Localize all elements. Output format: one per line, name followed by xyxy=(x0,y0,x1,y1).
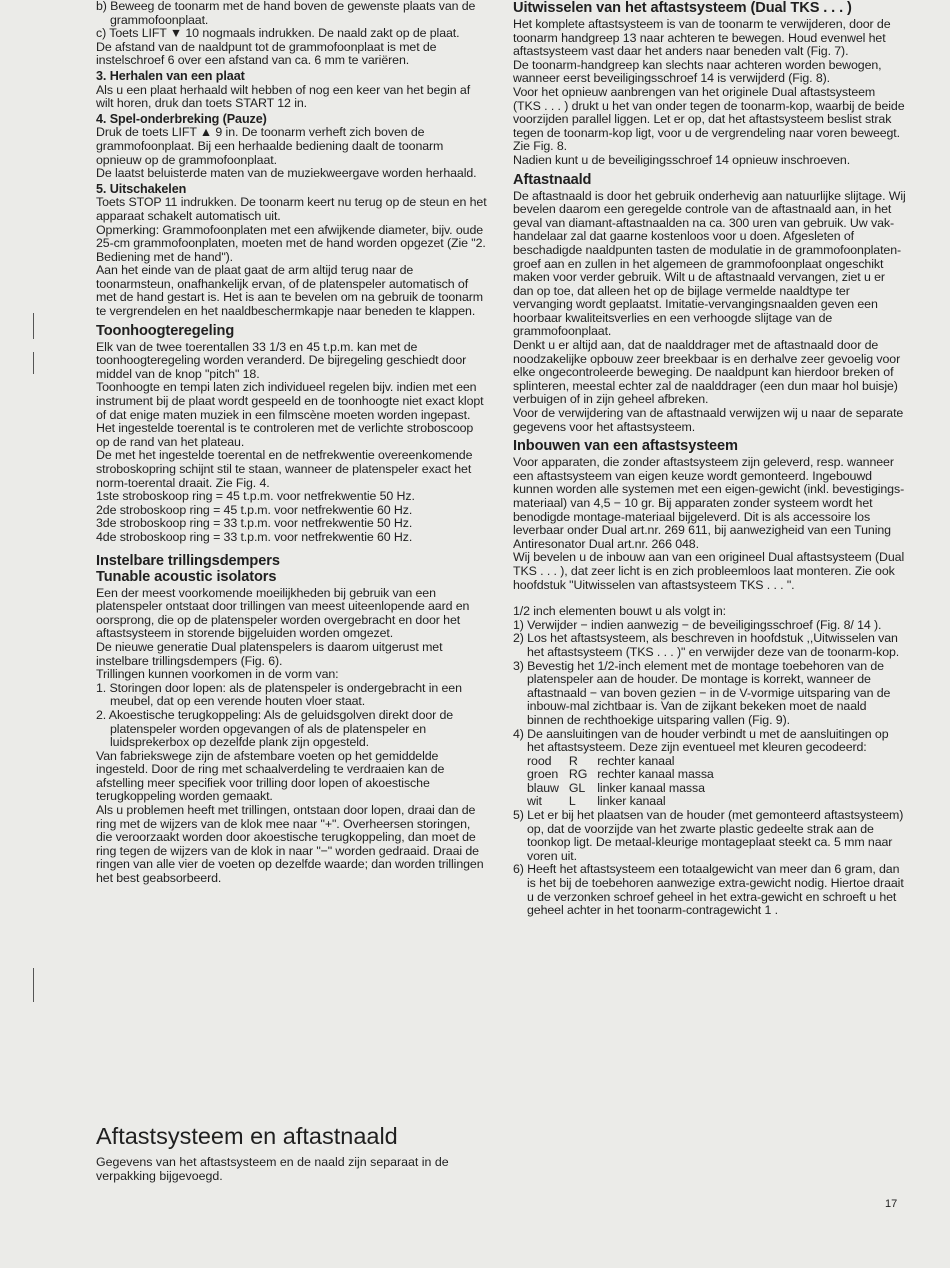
paragraph: c) Toets LIFT ▼ 10 nogmaals indrukken. De naald zakt op de plaat. xyxy=(96,26,460,41)
paragraph: Opmerking: Grammofoonplaten met een afwijkende diameter, bijv. oude 25-cm grammofoonplaten, moeten met de hand worden opgezet (Zie "2. Bediening met de hand"). xyxy=(96,222,486,264)
paragraph: Voor apparaten, die zonder aftastsysteem zijn geleverd, resp. wanneer een aftastsysteem van eigen keuze wordt gemonteerd. Ingebouwd kunnen worden alle systemen met een eigen-gewicht (inkl. bevestigings-materiaal) van 4,5 − 10 gr. Bij apparaten zonder systeem wordt het benodigde montage-materiaal bijgeleverd. Dit is als accessoire los leverbaar onder Dual art.nr. 269 611, bij aanwezigheid van een Tuning Antiresonator Dual art.nr. 266 048. xyxy=(513,455,905,551)
color-name: blauw xyxy=(527,780,559,795)
paragraph: Trillingen kunnen voorkomen in de vorm van: xyxy=(96,667,339,682)
paragraph: Voor het opnieuw aanbrengen van het originele Dual aftastsysteem (TKS . . . ) drukt u het van onder tegen de toonarm-kop, waarbij de beide voorzijden parallel liggen. Let er op, dat het aftastsysteem beslist strak tegen de toonarm-kop ligt, voor u de vergrendeling naar voren beweegt. Zie Fig. 8. xyxy=(513,84,905,154)
color-name: rood xyxy=(527,753,552,768)
list-item: 1. Storingen door lopen: als de platenspeler is ondergebracht in een meubel, dat op een verende houten vloer staat. xyxy=(96,680,462,709)
color-code-row xyxy=(527,795,724,809)
list-item: 2. Akoestische terugkoppeling: Als de geluidsgolven direkt door de platenspeler worden opgevangen of als de platenspeler en luidsprekerbox op dezelfde plank zijn opgesteld. xyxy=(96,707,454,750)
paragraph: Elk van de twee toerentallen 33 1/3 en 45 t.p.m. kan met de toonhoogteregeling worden veranderd. De bijregeling geschiedt door middel van de knop "pitch" 18. xyxy=(96,339,467,381)
color-code: L xyxy=(568,794,576,809)
paragraph: Toets STOP 11 indrukken. De toonarm keert nu terug op de steun en het apparaat schakelt automatisch uit. xyxy=(96,195,487,223)
section-heading: Toonhoogteregeling xyxy=(96,322,235,339)
color-desc: linker kanaal xyxy=(597,794,666,809)
margin-change-bar xyxy=(33,968,34,1002)
list-item: 1) Verwijder − indien aanwezig − de beveiligingsschroef (Fig. 8/ 14 ). xyxy=(513,617,882,632)
paragraph: Denkt u er altijd aan, dat de naalddrager met de aftastnaald door de noodzakelijke opbouw zeer breekbaar is en derhalve zeer gevoelig voor elke ongecontroleerde beweging. De naaldpunt kan hierdoor breken of splinteren, meestal echter zal de naalddrager (een dun maar hol buisje) verbuigen of in zijn geheel afbreken. xyxy=(513,338,901,407)
paragraph: De toonarm-handgreep kan slechts naar achteren worden bewogen, wanneer eerst beveiligingsschroef 14 is verwijderd (Fig. 8). xyxy=(513,57,882,86)
section-heading: Aftastnaald xyxy=(513,171,592,188)
paragraph: De afstand van de naaldpunt tot de grammofoonplaat is met de instelschroef 6 over een afstand van ca. 6 mm te variëren. xyxy=(96,39,437,68)
paragraph: De met het ingestelde toerental en de netfrekwentie overeenkomende stroboskopring schijnt stil te staan, wanneer de platenspeler exact het norm-toerental draait. Zie Fig. 4. xyxy=(96,448,473,490)
color-code: GL xyxy=(568,780,586,795)
paragraph: Druk de toets LIFT ▲ 9 in. De toonarm verheft zich boven de grammofoonplaat. Bij een herhaalde bediening daalt de toonarm opnieuw op de grammofoonplaat. xyxy=(96,125,444,167)
list-item: 6) Heeft het aftastsysteem een totaalgewicht van meer dan 6 gram, dan is het bij de toebehoren aanwezige extra-gewicht nodig. Hiertoe draait u de verzonken schroef geheel in het extra-gewicht en schroeft u het geheel achter in het toonarm-contragewicht 1 . xyxy=(513,862,904,918)
section-heading: 4. Spel-onderbreking (Pauze) xyxy=(96,111,267,126)
paragraph: De aftastnaald is door het gebruik onderhevig aan natuurlijke slijtage. Wij bevelen daarom een geregelde controle van de aftastnaald aan, in het geval van diamant-aftastnaalden na ca. 300 uren van gebruik. Uw vak-handelaar zal dat gaarne kostenloos voor u doen. Afgesleten of beschadigde naaldpunten tasten de modulatie in de grammofoonplaten-groef aan en zullen in het algemeen de grammofoonplaat ongeschikt maken voor verder gebruik. Wilt u de aftastnaald vervangen, ziet u er dan op toe, dat alleen het op de bijlage vermelde naaldtype ter vervanging wordt geplaatst. Imitatie-vervangingsnaalden geven een hoorbaar kwaliteitsverlies en een verhoogde slijtage van de grammofoonplaat. xyxy=(513,188,906,339)
list-item: 4) De aansluitingen van de houder verbindt u met de aansluitingen op het aftastsysteem. Deze zijn eventueel met kleuren gecodeerd: xyxy=(513,726,889,755)
paragraph: De nieuwe generatie Dual platenspelers is daarom uitgerust met instelbare trillingsdempers (Fig. 6). xyxy=(96,639,443,668)
section-heading: Inbouwen van een aftastsysteem xyxy=(513,438,738,455)
left-column xyxy=(96,0,488,886)
strobo-line: 4de stroboskoop ring = 33 t.p.m. voor netfrekwentie 60 Hz. xyxy=(96,529,413,544)
paragraph: Het ingestelde toerental is te controleren met de verlichte stroboscoop op de rand van het plateau. xyxy=(96,421,474,449)
section-subheading: Tunable acoustic isolators xyxy=(96,568,277,585)
paragraph: Het komplete aftastsysteem is van de toonarm te verwijderen, door de toonarm handgreep 13 naar achteren te bewegen. Houd evenwel het aftastsysteem vast daar het anders naar beneden valt (Fig. 7). xyxy=(513,17,891,59)
paragraph: Wij bevelen u de inbouw aan van een origineel Dual aftastsysteem (Dual TKS . . . ), dat zeer licht is en zich probleemloos laat monteren. Zie ook hoofdstuk "Uitwisselen van aftastsysteem TKS . . . ". xyxy=(513,550,905,592)
right-column xyxy=(513,0,906,918)
section-heading: 3. Herhalen van een plaat xyxy=(96,68,245,83)
color-code-row xyxy=(527,768,724,782)
section-heading: Uitwisselen van het aftastsysteem (Dual TKS . . . ) xyxy=(513,0,852,16)
color-name: groen xyxy=(527,767,559,782)
list-item: 5) Let er bij het plaatsen van de houder (met gemonteerd aftastsysteem) op, dat de voorzijde van het zwarte plastic gedeelte strak aan de toonkop ligt. De metaal-kleurige montageplaat steekt ca. 5 mm naar voren uit. xyxy=(513,808,904,863)
chapter-heading: Aftastsysteem en aftastnaald xyxy=(96,1123,398,1149)
paragraph: Nadien kunt u de beveiligingsschroef 14 opnieuw inschroeven. xyxy=(513,152,851,167)
section-heading: 5. Uitschakelen xyxy=(96,181,187,196)
paragraph: Een der meest voorkomende moeilijkheden bij gebruik van een platenspeler ontstaat door trillingen van meest uiteenlopende aard en oorsprong, die op de platenspeler worden overgebracht en door het aftastsysteem in storende bijgeluiden worden omgezet. xyxy=(96,585,470,641)
paragraph: Toonhoogte en tempi laten zich individueel regelen bijv. indien met een instrument bij de plaat wordt gespeeld en de toonhoogte niet exact klopt of dat enige maten muziek in een filmscène moeten worden ingepast. xyxy=(96,380,484,422)
margin-change-bar xyxy=(33,313,34,339)
strobo-line: 1ste stroboskoop ring = 45 t.p.m. voor netfrekwentie 50 Hz. xyxy=(96,489,415,504)
paragraph: De laatst beluisterde maten van de muziekweergave worden herhaald. xyxy=(96,166,477,181)
color-code-row xyxy=(527,782,724,796)
color-desc: rechter kanaal massa xyxy=(597,767,714,782)
page-number: 17 xyxy=(885,1198,898,1210)
paragraph: 1/2 inch elementen bouwt u als volgt in: xyxy=(513,604,726,619)
paragraph: Gegevens van het aftastsysteem en de naald zijn separaat in de verpakking bijgevoegd. xyxy=(96,1155,449,1183)
color-desc: linker kanaal massa xyxy=(597,780,705,795)
margin-change-bar xyxy=(33,352,34,374)
color-code-table xyxy=(527,755,724,809)
strobo-line: 2de stroboskoop ring = 45 t.p.m. voor netfrekwentie 60 Hz. xyxy=(96,502,413,517)
paragraph: Aan het einde van de plaat gaat de arm altijd terug naar de toonarmsteun, onafhankelijk ervan, of de platenspeler automatisch of met de hand gestart is. Het is aan te bevelen om na gebruik de toonarm te vergrendelen en het naaldbeschermkapje naar beneden te klappen. xyxy=(96,263,483,319)
paragraph: Als u problemen heeft met trillingen, ontstaan door lopen, draai dan de ring met de wijzers van de klok mee naar "+". Overheersen storingen, die veroorzaakt worden door akoestische terugkoppeling, dan moet de ring tegen de wijzers van de klok in naar "−" worden gedraaid. Draai de ringen van alle vier de voeten op dezelfde waarde; dan worden trillingen het best geabsorbeerd. xyxy=(96,803,484,886)
section-heading: Instelbare trillingsdempers xyxy=(96,552,280,569)
color-code: RG xyxy=(568,767,588,782)
color-desc: rechter kanaal xyxy=(597,753,675,768)
paragraph: Als u een plaat herhaald wilt hebben of nog een keer van het begin af wilt horen, druk dan toets START 12 in. xyxy=(96,82,471,111)
color-code-row xyxy=(527,755,724,769)
list-item: 2) Los het aftastsysteem, als beschreven in hoofdstuk ,,Uitwisselen van het aftastsysteem (TKS . . . )" en verwijder deze van de toonarm-kop. xyxy=(513,631,900,659)
color-code: R xyxy=(568,753,578,768)
paragraph: Voor de verwijdering van de aftastnaald verwijzen wij u naar de separate gegevens voor het aftastsysteem. xyxy=(513,406,904,434)
paragraph: Van fabriekswege zijn de afstembare voeten op het gemiddelde ingesteld. Door de ring met schaalverdeling te verdraaien kan de afstelling meer specifiek voor trilling door lopen of akoestische terugkoppeling worden gemaakt. xyxy=(96,748,445,804)
list-item: 3) Bevestig het 1/2-inch element met de montage toebehoren van de platenspeler aan de houder. De montage is korrekt, wanneer de aftastnaald − van boven gezien − in de V-vormige uitsparing van de inbouw-mal zichtbaar is. Van de zijkant bekeken moet de naald binnen de rechthoekige uitsparing vallen (Fig. 9). xyxy=(513,658,891,727)
strobo-line: 3de stroboskoop ring = 33 t.p.m. voor netfrekwentie 50 Hz. xyxy=(96,516,413,531)
paragraph: b) Beweeg de toonarm met de hand boven de gewenste plaats van de grammofoonplaat. xyxy=(96,0,476,27)
color-name: wit xyxy=(527,794,542,809)
